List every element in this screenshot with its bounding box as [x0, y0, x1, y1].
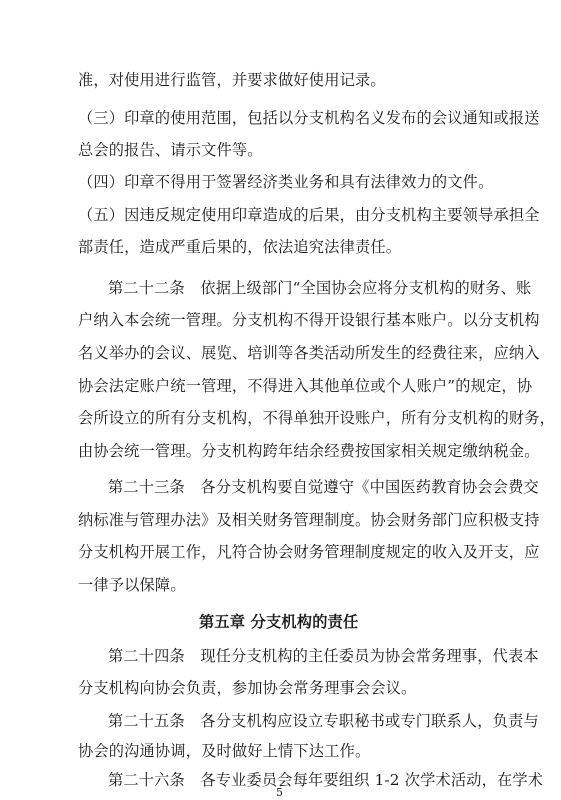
text-line: 一律予以保障。 — [78, 576, 186, 594]
text-line: 协会的沟通协调，及时做好上情下达工作。 — [78, 742, 371, 760]
text-line: （三）印章的使用范围，包括以分支机构名义发布的会议通知或报送 — [78, 109, 540, 127]
text-line: 准，对使用进行监管，并要求做好使用记录。 — [78, 71, 386, 89]
text-line: 纳标准与管理办法》及相关财务管理制度。协会财务部门应积极支持 — [78, 511, 540, 529]
text-line: 户纳入本会统一管理。分支机构不得开设银行基本账户。以分支机构 — [78, 311, 540, 329]
text-line: 部责任，造成严重后果的，依法追究法律责任。 — [78, 238, 402, 256]
article-heading-line: 第二十二条 依据上级部门“全国协会应将分支机构的财务、账 — [108, 279, 532, 297]
text-line: 会所设立的所有分支机构，不得单独开设账户，所有分支机构的财务， — [78, 409, 556, 427]
page-number: 5 — [276, 786, 284, 799]
article-heading-line: 第二十六条 各专业委员会每年要组织 1-2 次学术活动，在学术 — [108, 771, 544, 789]
article-heading-line: 第二十五条 各分支机构应设立专职秘书或专门联系人，负责与 — [108, 712, 539, 730]
article-heading-line: 第二十四条 现任分支机构的主任委员为协会常务理事，代表本 — [108, 647, 539, 665]
text-line: 协会法定账户统一管理，不得进入其他单位或个人账户”的规定，协 — [78, 377, 533, 395]
text-line: 由协会统一管理。分支机构跨年结余经费按国家相关规定缴纳税金。 — [78, 442, 540, 460]
text-line: （四）印章不得用于签署经济类业务和具有法律效力的文件。 — [78, 173, 494, 191]
text-line: 总会的报告、请示文件等。 — [78, 141, 263, 159]
article-heading-line: 第二十三条 各分支机构要自觉遵守《中国医药教育协会会费交 — [108, 478, 539, 496]
text-line: （五）因违反规定使用印章造成的后果，由分支机构主要领导承担全 — [78, 206, 540, 224]
text-line: 分支机构向协会负责，参加协会常务理事会会议。 — [78, 679, 417, 697]
text-line: 名义举办的会议、展览、培训等各类活动所发生的经费往来，应纳入 — [78, 344, 540, 362]
chapter-heading: 第五章 分支机构的责任 — [199, 613, 359, 631]
text-line: 分支机构开展工作，凡符合协会财务管理制度规定的收入及开支，应 — [78, 543, 540, 561]
